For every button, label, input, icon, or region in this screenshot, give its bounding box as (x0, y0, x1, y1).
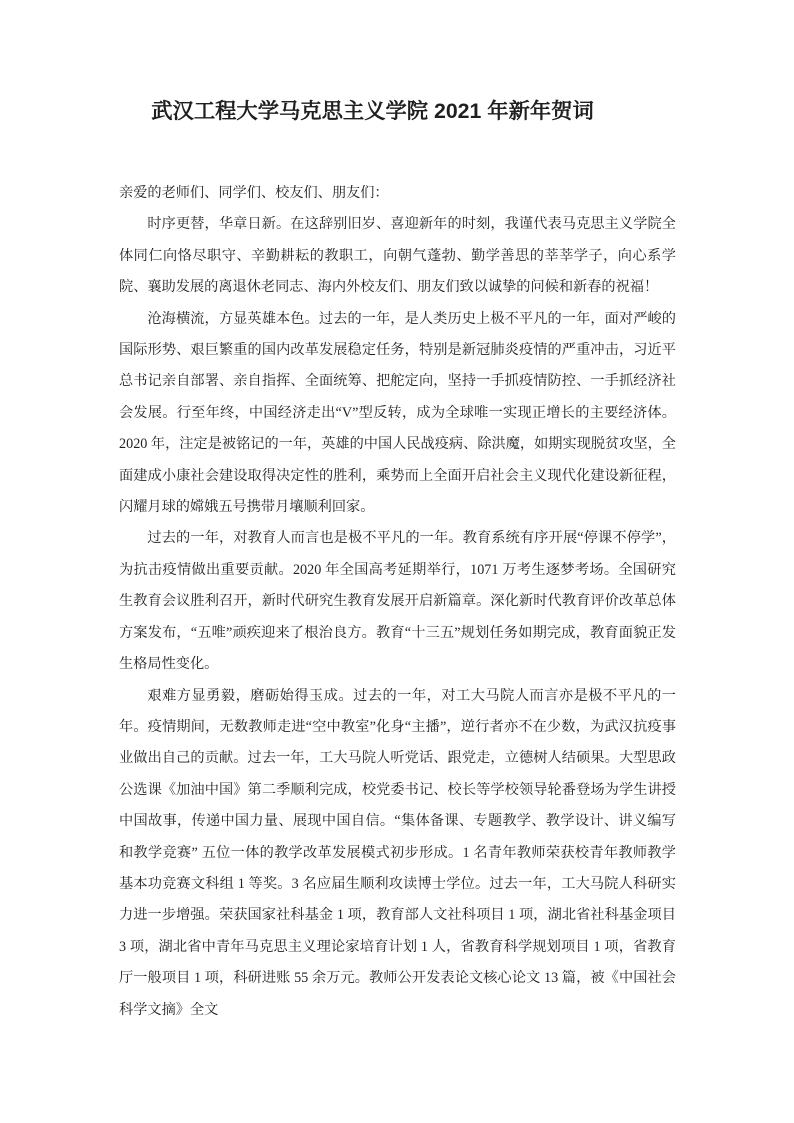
paragraph-education-review: 过去的一年，对教育人而言也是极不平凡的一年。教育系统有序开展“停课不停学”，为抗击疫情做出重要贡献。2020 年全国高考延期举行，1071 万考生逐梦考场。全国研究生教育会议胜利召开，新时代研究生教育发展开启新篇章。深化新时代教育评价改革总体方案发布，“五唯”顽疾迎来了根治良方。教育“十三五”规划任务如期完成，教育面貌正发生格局性变化。 (119, 530, 676, 673)
document-body (119, 178, 676, 1026)
document-title: 武汉工程大学马克思主义学院 2021 年新年贺词 (151, 99, 594, 123)
document-content (119, 96, 676, 1026)
paragraph-opening-greeting: 时序更替，华章日新。在这辞别旧岁、喜迎新年的时刻，我谨代表马克思主义学院全体同仁向恪尽职守、辛勤耕耘的教职工，向朝气蓬勃、勤学善思的莘莘学子，向心系学院、襄助发展的离退休老同志、海内外校友们、朋友们致以诚挚的问候和新春的祝福！ (119, 216, 676, 296)
paragraph-national-review: 沧海横流，方显英雄本色。过去的一年，是人类历史上极不平凡的一年，面对严峻的国际形势、艰巨繁重的国内改革发展稳定任务，特别是新冠肺炎疫情的严重冲击，习近平总书记亲自部署、亲自指挥、全面统筹、把舵定向，坚持一手抓疫情防控、一手抓经济社会发展。行至年终，中国经济走出“V”型反转，成为全球唯一实现正增长的主要经济体。2020 年，注定是被铭记的一年，英雄的中国人民战疫病、除洪魔，如期实现脱贫攻坚，全面建成小康社会建设取得决定性的胜利，乘势而上全面开启社会主义现代化建设新征程，闪耀月球的嫦娥五号携带月壤顺利回家。 (119, 310, 676, 516)
paragraph-college-review: 艰难方显勇毅，磨砺始得玉成。过去的一年，对工大马院人而言亦是极不平凡的一年。疫情期间，无数教师走进“空中教室”化身“主播”，逆行者亦不在少数，为武汉抗疫事业做出自己的贡献。过去一年，工大马院人听党话、跟党走，立德树人结硕果。大型思政公选课《加油中国》第二季顺利完成，校党委书记、校长等学校领导轮番登场为学生讲授中国故事，传递中国力量、展现中国自信。“集体备课、专题教学、教学设计、讲义编写和教学竞赛” 五位一体的教学改革发展模式初步形成。1 名青年教师荣获校青年教师教学基本功竞赛文科组 1 等奖。3 名应届生顺利攻读博士学位。过去一年，工大马院人科研实力进一步增强。荣获国家社科基金 1 项，教育部人文社科项目 1 项，湖北省社科基金项目 3 项，湖北省中青年马克思主义理论家培育计划 1 人，省教育科学规划项目 1 项，省教育厅一般项目 1 项，科研进账 55 余万元。教师公开发表论文核心论文 13 篇，被《中国社会科学文摘》全文 (119, 687, 676, 1018)
salutation-line: 亲爱的老师们、同学们、校友们、朋友们： (119, 185, 389, 201)
